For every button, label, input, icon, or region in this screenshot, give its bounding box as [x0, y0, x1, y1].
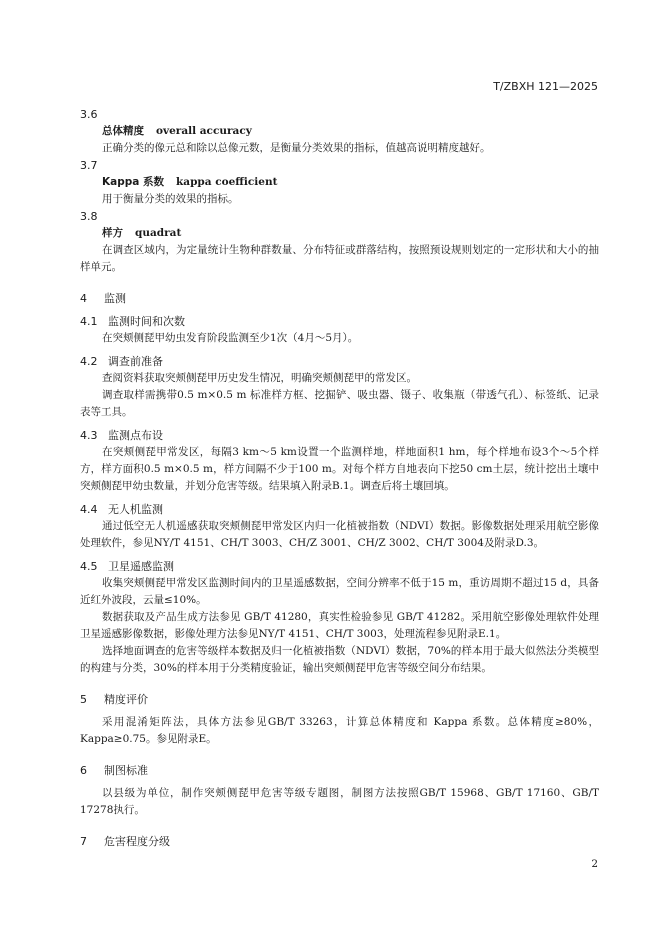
paragraph: 采用混淆矩阵法，具体方法参见GB/T 33263，计算总体精度和 Kappa 系数。总体精度≥80%，Kappa≥0.75。参见附录E。 [80, 716, 599, 745]
term-number: 3.7 [80, 159, 98, 172]
standard-code: T/ZBXH 121—2025 [493, 80, 598, 93]
term-definition: 用于衡量分类的效果的指标。 [102, 193, 239, 205]
term-heading [102, 174, 599, 191]
paragraph: 在突颊侧琵甲幼虫发育阶段监测至少1次（4月～5月）。 [102, 332, 359, 344]
subsection-heading: 4.4 无人机监测 [80, 503, 163, 516]
subsection-heading: 4.2 调查前准备 [80, 355, 163, 368]
term-en: quadrat [135, 227, 182, 239]
page-number: 2 [591, 858, 598, 870]
paragraph: 以县级为单位，制作突颊侧琵甲危害等级专题图，制图方法按照GB/T 15968、GB/T 17160、GB/T 17278执行。 [80, 787, 599, 816]
term-heading [102, 123, 599, 140]
term-en: overall accuracy [156, 125, 252, 137]
paragraph: 通过低空无人机遥感获取突颊侧琵甲常发区内归一化植被指数（NDVI）数据。影像数据处理采用航空影像处理软件，参见NY/T 4151、CH/T 3003、CH/Z 3001、CH/Z 3002、CH/T 3004及附录D.3。 [80, 520, 599, 549]
paragraph: 在突颊侧琵甲常发区，每隔3 km～5 km设置一个监测样地，样地面积1 hm，每个样地布设3个～5个样方，样方面积0.5 m×0.5 m，样方间隔不少于100 m。对每个样方自地表向下挖50 cm土层，统计挖出土壤中突颊侧琵甲幼虫数量，并划分危害等级。结果填入附录B.1。调查后将土壤回填。 [80, 446, 599, 492]
section-heading: 4 监测 [80, 292, 126, 305]
subsection-heading: 4.3 监测点布设 [80, 429, 163, 442]
term-number: 3.6 [80, 108, 98, 121]
paragraph: 选择地面调查的危害等级样本数据及归一化植被指数（NDVI）数据，70%的样本用于最大似然法分类模型的构建与分类，30%的样本用于分类精度验证，输出突颊侧琵甲危害等级空间分布结果。 [80, 645, 599, 674]
term-definition: 在调查区域内，为定量统计生物种群数量、分布特征或群落结构，按照预设规则划定的一定形状和大小的抽样单元。 [80, 244, 599, 273]
subsection-heading: 4.1 监测时间和次数 [80, 315, 185, 328]
term-zh: 总体精度 [102, 125, 144, 137]
term-number: 3.8 [80, 210, 98, 223]
page-body [80, 106, 599, 850]
paragraph: 数据获取及产品生成方法参见 GB/T 41280，真实性检验参见 GB/T 41282。采用航空影像处理软件处理卫星遥感影像数据，影像处理方法参见NY/T 4151、CH/T 3003，处理流程参见附录E.1。 [80, 611, 599, 640]
subsection-heading: 4.5 卫星遥感监测 [80, 560, 174, 573]
paragraph: 查阅资料获取突颊侧琵甲历史发生情况，明确突颊侧琵甲的常发区。 [102, 372, 417, 384]
paragraph: 收集突颊侧琵甲常发区监测时间内的卫星遥感数据，空间分辨率不低于15 m，重访周期不超过15 d，具备近红外波段，云量≤10%。 [80, 577, 599, 606]
term-heading [102, 225, 599, 242]
term-definition: 正确分类的像元总和除以总像元数，是衡量分类效果的指标，值越高说明精度越好。 [102, 142, 491, 154]
term-zh: 样方 [102, 227, 123, 239]
term-en: kappa coefficient [176, 176, 278, 188]
section-heading: 5 精度评价 [80, 693, 148, 706]
term-zh: Kappa 系数 [102, 176, 164, 188]
paragraph: 调查取样需携带0.5 m×0.5 m 标准样方框、挖掘铲、吸虫器、镊子、收集瓶（带透气孔）、标签纸、记录表等工具。 [80, 389, 599, 418]
section-heading: 7 危害程度分级 [80, 835, 170, 848]
section-heading: 6 制图标准 [80, 764, 148, 777]
